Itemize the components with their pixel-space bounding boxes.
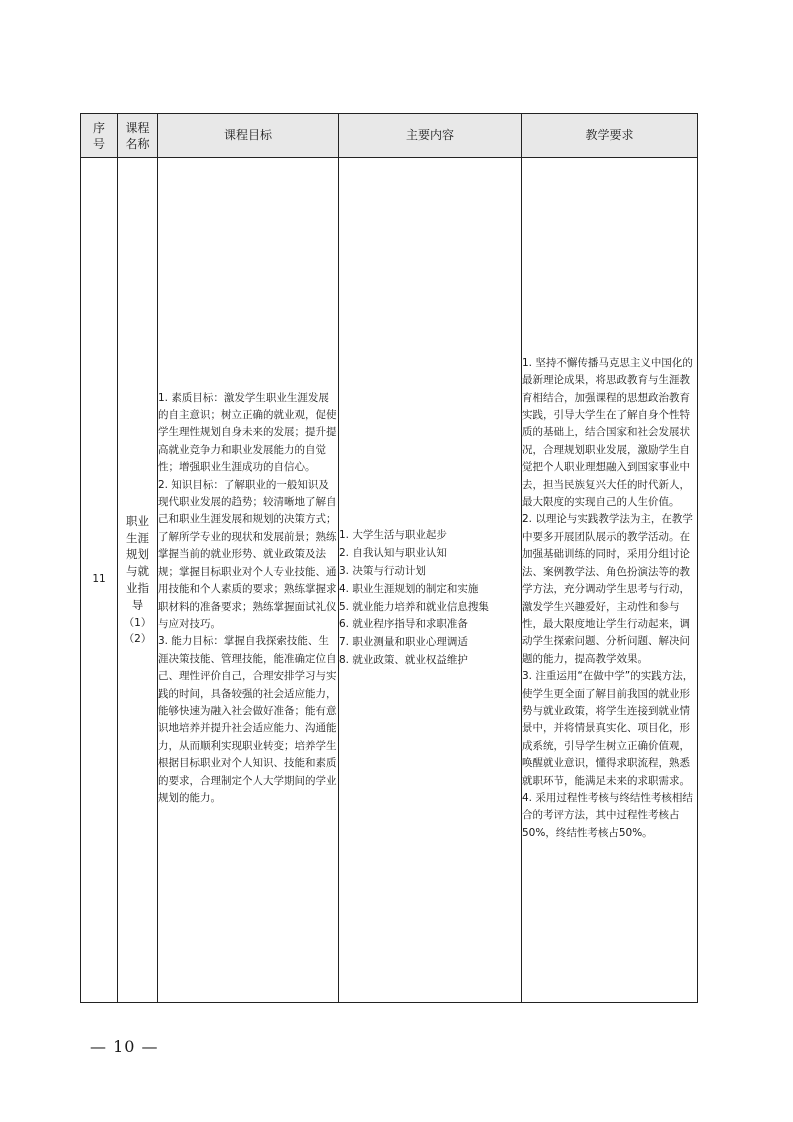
content-item-3: 3. 决策与行动计划 <box>339 564 426 577</box>
header-no: 序号 <box>81 114 118 158</box>
requirement-4: 4. 采用过程性考核与终结性考核相结合的考评方法，其中过程性考核占50%，终结性考核占50%。 <box>522 791 693 839</box>
content-item-5: 5. 就业能力培养和就业信息搜集 <box>339 600 489 613</box>
goal-quality: 1. 素质目标：激发学生职业生涯发展的自主意识；树立正确的就业观，促使学生理性规划自身未来的发展；提升提高就业竞争力和职业发展能力的自觉性；增强职业生涯成功的自信心。 <box>158 391 337 474</box>
page-number: — 10 — <box>90 1037 159 1056</box>
goal-knowledge: 2. 知识目标：了解职业的一般知识及现代职业发展的趋势；较清晰地了解自己和职业生涯发展和规划的决策方式；了解所学专业的现状和发展前景；熟练掌握当前的就业形势、就业政策及法规；掌握目标职业对个人专业技能、通用技能和个人素质的要求；熟练掌握求职材料的准备要求；熟练掌握面试礼仪与应对技巧。 <box>158 478 337 630</box>
row-number: 11 <box>81 158 118 1003</box>
requirement-2: 2. 以理论与实践教学法为主，在教学中要多开展团队展示的教学活动。在加强基础训练的同时，采用分组讨论法、案例教学法、角色扮演法等的教学方法，充分调动学生思考与行动，激发学生兴趣爱好，主动性和参与性，最大限度地让学生行动起来，调动学生探索问题、分析问题、解决问题的能力，提高教学效果。 <box>522 513 693 665</box>
goal-ability: 3. 能力目标：掌握自我探索技能、生涯决策技能、管理技能，能准确定位自己、理性评价自己，合理安排学习与实践的时间，具备较强的社会适应能力，能够快速为融入社会做好准备；能有意识地培养并提升社会适应能力、沟通能力，从而顺利实现职业转变；培养学生根据目标职业对个人知识、技能和素质的要求，合理制定个人大学期间的学业规划的能力。 <box>158 635 337 804</box>
content-item-1: 1. 大学生活与职业起步 <box>339 529 447 542</box>
header-course-name: 课程名称 <box>118 114 158 158</box>
table-row <box>81 158 698 1003</box>
content-item-8: 8. 就业政策、就业权益维护 <box>339 653 468 666</box>
header-main-content: 主要内容 <box>339 114 522 158</box>
header-teaching-requirements: 教学要求 <box>522 114 698 158</box>
requirement-3: 3. 注重运用“在做中学”的实践方法，使学生更全面了解目前我国的就业形势与就业政策，将学生连接到就业情景中，并将情景真实化、项目化，形成系统，引导学生树立正确价值观，唤醒就业意识，懂得求职流程，熟悉就职环节，能满足未来的求职需求。 <box>522 670 694 787</box>
content-item-4: 4. 职业生涯规划的制定和实施 <box>339 582 479 595</box>
header-course-goal: 课程目标 <box>158 114 339 158</box>
course-name-suffix-2: （2） <box>123 633 152 646</box>
content-item-2: 2. 自我认知与职业认知 <box>339 547 447 560</box>
requirement-1: 1. 坚持不懈传播马克思主义中国化的最新理论成果，将思政教育与生涯教育相结合，加强课程的思想政治教育实践，引导大学生在了解自身个性特质的基础上，结合国家和社会发展状况，合理规划职业发展，激励学生自觉把个人职业理想融入到国家事业中去，担当民族复兴大任的时代新人，最大限度的实现自己的人生价值。 <box>522 356 693 509</box>
teaching-requirements-cell <box>522 158 698 1003</box>
course-name: 职业生涯规划与就业指导 <box>126 513 149 612</box>
course-name-cell <box>118 158 158 1003</box>
content-item-6: 6. 就业程序指导和求职准备 <box>339 618 468 631</box>
course-goals-cell <box>158 158 339 1003</box>
course-name-suffix-1: （1） <box>123 617 152 630</box>
course-table <box>80 113 698 1003</box>
content-item-7: 7. 职业测量和职业心理调适 <box>339 636 468 649</box>
main-contents-cell <box>339 158 522 1003</box>
table-header-row <box>81 114 698 158</box>
